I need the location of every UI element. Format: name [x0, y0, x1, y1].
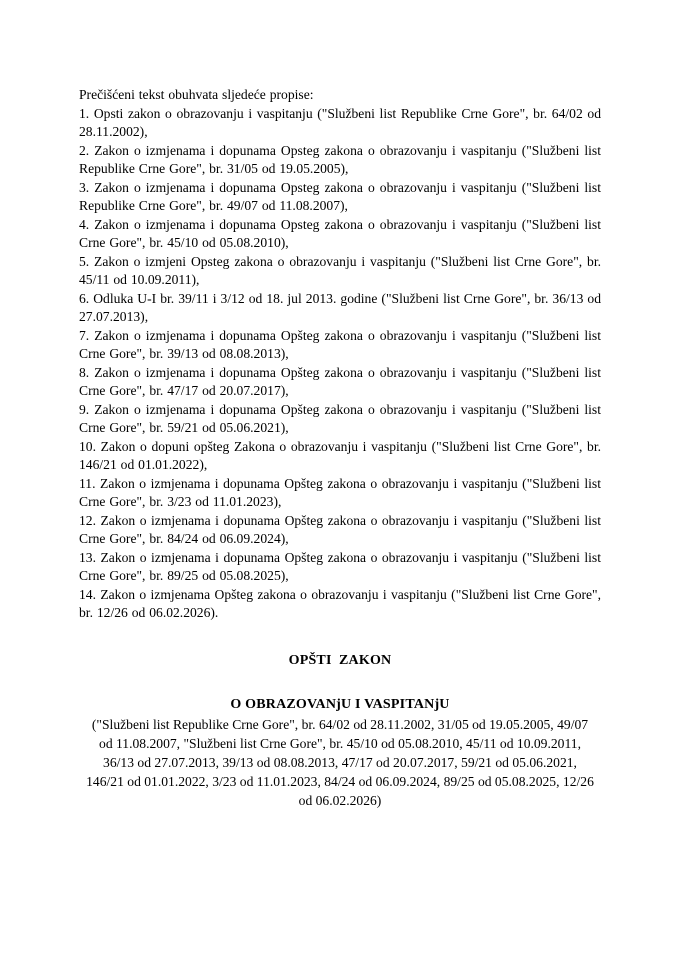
- regulation-item-13: 13. Zakon o izmjenama i dopunama Opšteg zakona o obrazovanju i vaspitanju ("Službeni list Crne Gore", br. 89/25 od 05.08.2025),: [79, 549, 601, 583]
- regulation-item-3: 3. Zakon o izmjenama i dopunama Opsteg zakona o obrazovanju i vaspitanju ("Službeni list Republike Crne Gore", br. 49/07 od 11.08.2007),: [79, 179, 601, 213]
- law-subtitle: O OBRAZOVANjU I VASPITANjU: [230, 697, 450, 712]
- regulation-item-6: 6. Odluka U-I br. 39/11 i 3/12 od 18. jul 2013. godine ("Službeni list Crne Gore", br. 36/13 od 27.07.2013),: [79, 290, 601, 324]
- regulation-item-11: 11. Zakon o izmjenama i dopunama Opšteg zakona o obrazovanju i vaspitanju ("Službeni list Crne Gore", br. 3/23 od 11.01.2023),: [79, 475, 601, 509]
- regulation-item-14: 14. Zakon o izmjenama Opšteg zakona o obrazovanju i vaspitanju ("Službeni list Crne Gore", br. 12/26 od 06.02.2026).: [79, 586, 601, 620]
- law-title: OPŠTI ZAKON: [288, 652, 392, 668]
- regulation-item-1: 1. Opsti zakon o obrazovanju i vaspitanju ("Službeni list Republike Crne Gore", br. 64/02 od 28.11.2002),: [79, 105, 601, 139]
- regulation-item-4: 4. Zakon o izmjenama i dopunama Opsteg zakona o obrazovanju i vaspitanju ("Službeni list Crne Gore", br. 45/10 od 05.08.2010),: [79, 216, 601, 250]
- regulation-item-8: 8. Zakon o izmjenama i dopunama Opšteg zakona o obrazovanju i vaspitanju ("Službeni list Crne Gore", br. 47/17 od 20.07.2017),: [79, 364, 601, 398]
- regulation-item-7: 7. Zakon o izmjenama i dopunama Opšteg zakona o obrazovanju i vaspitanju ("Službeni list Crne Gore", br. 39/13 od 08.08.2013),: [79, 327, 601, 361]
- gazette-references: ("Službeni list Republike Crne Gore", br. 64/02 od 28.11.2002, 31/05 od 19.05.2005, 49/07 od 11.08.2007, "Službeni list Crne Gore", br. 45/10 od 05.08.2010, 45/11 od 10.09.2011, 36/13 od 27.07.2013, 39/13 od 08.08.2013, 47/17 od 20.07.2017, 59/21 od 05.06.2021, 146/21 od 01.01.2022, 3/23 od 11.01.2023, 84/24 od 06.09.2024, 89/25 od 05.08.2025, 12/26 od 06.02.2026): [86, 716, 594, 808]
- regulations-list: [79, 86, 601, 623]
- regulation-item-12: 12. Zakon o izmjenama i dopunama Opšteg zakona o obrazovanju i vaspitanju ("Službeni list Crne Gore", br. 84/24 od 06.09.2024),: [79, 512, 601, 546]
- regulation-item-9: 9. Zakon o izmjenama i dopunama Opšteg zakona o obrazovanju i vaspitanju ("Službeni list Crne Gore", br. 59/21 od 05.06.2021),: [79, 401, 601, 435]
- regulation-item-2: 2. Zakon o izmjenama i dopunama Opsteg zakona o obrazovanju i vaspitanju ("Službeni list Republike Crne Gore", br. 31/05 od 19.05.2005),: [79, 142, 601, 176]
- regulation-item-5: 5. Zakon o izmjeni Opsteg zakona o obrazovanju i vaspitanju ("Službeni list Crne Gore", br. 45/11 od 10.09.2011),: [79, 253, 601, 287]
- intro-line: Prečišćeni tekst obuhvata sljedeće propise:: [79, 87, 314, 102]
- regulation-item-10: 10. Zakon o dopuni opšteg Zakona o obrazovanju i vaspitanju ("Službeni list Crne Gore", br. 146/21 od 01.01.2022),: [79, 438, 601, 472]
